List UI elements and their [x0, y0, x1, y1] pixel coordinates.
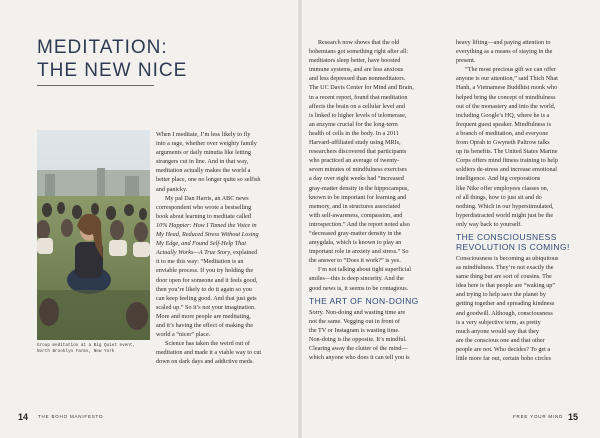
text-line: with self-awareness, compassion, and	[309, 211, 403, 219]
text-column-2	[309, 38, 427, 362]
paragraph	[456, 38, 574, 65]
text-line: are the conscious one and that other	[456, 336, 545, 344]
text-line: hyperdistracted world might just be the	[456, 211, 554, 219]
text-line: like Nike offer employees classes on,	[456, 184, 549, 192]
text-line: anyone is our attention,” said Thich Nhat	[456, 75, 558, 83]
text-line: who practiced an average of twenty-	[309, 157, 400, 165]
text-line: “The most precious gift we can offer	[465, 66, 556, 74]
text-line: which anyone who does it can tell you is	[309, 354, 410, 362]
text-line: Sorry. Non-doing and wasting time are	[309, 308, 406, 316]
book-gutter	[298, 0, 302, 438]
text-line: an enzyme crucial for the long-term	[309, 120, 398, 128]
text-line: same thing but are sort of cousins. The	[456, 273, 552, 281]
paragraph	[309, 265, 427, 292]
text-line: the answer to “Does it work?” is yes.	[309, 257, 401, 265]
text-line: Clearing away the clutter of the mind—	[309, 345, 408, 352]
text-line: The UC Davis Center for Mind and Brain,	[309, 84, 414, 92]
text-line: health of cells in the body. In a 2011	[309, 129, 399, 137]
text-line: is a very subjective term, as pretty	[456, 318, 541, 326]
paragraph: When I meditate, I’m less likely to fly into a rage, whether over weighty family arguments or daily minutia like letting strangers cut in line. And in that way, meditation actually makes the world a better place, one no longer quite so selfish and panicky.	[156, 131, 261, 193]
text-line: heavy lifting—and paying attention to	[456, 39, 551, 46]
text-line: getting together and spreading kindness	[456, 300, 555, 308]
text-line: a day over eight weeks had “increased	[309, 175, 404, 183]
text-line: Research now shows that the old	[318, 39, 400, 46]
text-line: little more far out, certain boho circles	[456, 355, 552, 362]
text-line: people are not. Who decides? To get a	[456, 345, 551, 353]
text-line: smiles—this is deep sincerity. And the	[309, 275, 404, 283]
page-number-right: 15	[568, 412, 579, 422]
text-line: nothing. Which in our hyperstimulated,	[456, 202, 554, 210]
paragraph: Science has taken the weird out of meditation and made it a viable way to cut down on dark days and addictive meds.	[156, 340, 262, 366]
chapter-title: MEDITATION: THE NEW NICE	[37, 37, 188, 81]
text-line: frequent guest speaker. Mindfulness is	[456, 120, 552, 128]
text-line: Non-doing is the opposite. It’s mindful.	[309, 335, 407, 343]
text-line: helped bring the concept of mindfulness	[456, 93, 556, 101]
text-line: of all things, how to just sit and do	[456, 193, 542, 201]
photo-caption: Group meditation at a Big Quiet event, North Brooklyn Farms, New York	[37, 343, 135, 354]
text-line: Harvard-affiliated study using MRIs,	[309, 139, 401, 147]
text-line: I’m not talking about tight superficial	[318, 266, 411, 274]
text-line: idea here is that people are “waking up”	[456, 282, 556, 290]
text-line: including Google’s HQ, where he is a	[456, 111, 550, 119]
text-line: as mindfulness. They’re not exactly the	[456, 264, 554, 272]
section-heading: THE ART OF NON-DOING	[309, 295, 419, 306]
text-line: and less depressed than nonmeditators.	[309, 75, 406, 83]
text-line: present.	[456, 57, 476, 65]
text-line: Hanh, a Vietnamese Buddhist monk who	[456, 84, 558, 92]
section-heading: THE CONSCIOUSNESS REVOLUTION IS COMING!	[456, 231, 570, 252]
text-line: in a recent report, found that meditation	[309, 93, 408, 101]
text-line: Consciousness is becoming as ubiquitous	[456, 254, 559, 262]
text-line: a branch of meditation, and everyone	[456, 129, 549, 137]
text-line: meditators sleep better, have boosted	[309, 57, 401, 65]
text-line: only way back to yourself.	[456, 220, 522, 228]
running-footer-left: THE BOHO MANIFESTO	[38, 414, 104, 419]
text-line: immune systems, and are less anxious	[309, 66, 404, 74]
paragraph	[456, 65, 574, 229]
text-line: soldiers de-stress and increase emotional	[456, 166, 558, 174]
text-line: important role in anxiety and stress.” So	[309, 248, 409, 256]
text-line: is linked to higher levels of telomerase,	[309, 111, 407, 119]
text-line: from Oprah to Gwyneth Paltrow talks	[456, 139, 550, 147]
text-line: known to be important for learning and	[309, 193, 407, 201]
text-line: researchers discovered that participants	[309, 148, 407, 156]
paragraph	[309, 38, 427, 265]
text-line: bohemians got something right after all:	[309, 48, 409, 56]
text-line: the TV or Instagram is wasting time.	[309, 326, 400, 334]
text-column-1	[156, 130, 274, 366]
text-line: “decreased gray-matter density in the	[309, 229, 402, 237]
text-column-3	[456, 38, 574, 363]
text-line: affects the brain on a cellular level and	[309, 102, 405, 110]
paragraph: My pal Dan Harris, an ABC news correspondent who wrote a bestselling book about learning to meditate called 10% Happier: How I Tamed the Voice in My Head, Reduced Stress Without Losing My Edge, and Found Self-Help That Actually Works—A True Story, explained it to me this way: “Meditation is an enviable process. If you try holding the door open for someone and it feels good, then you’re likely to do it again so you can keep feeling good. And that just gets scaled up.” So it’s not your imagination. More and more people are meditating, and it’s having the effect of making the world a “nicer” place.	[156, 194, 259, 339]
text-line: introspection.” And the report noted also	[309, 220, 410, 228]
text-line: everything as a means of staying in the	[456, 48, 553, 56]
text-line: amygdala, which is known to play an	[309, 239, 402, 247]
text-line: intelligence. And big corporations	[456, 175, 541, 183]
text-line: and goodwill. Although, consciousness	[456, 309, 553, 317]
text-line: up its benefits. The United States Marine	[456, 148, 558, 156]
text-line: gray-matter density in the hippocampus,	[309, 184, 409, 192]
text-line: and trying to help save the planet by	[456, 291, 546, 299]
paragraph	[309, 308, 427, 363]
text-line: memory, and in structures associated	[309, 202, 401, 210]
meditation-photo	[37, 130, 150, 340]
title-rule	[37, 85, 154, 86]
text-line: out of the monastery and into the world,	[456, 102, 556, 110]
running-footer-right: FREE YOUR MIND	[513, 414, 564, 419]
text-line: much anyone would say that they	[456, 327, 539, 335]
paragraph	[456, 254, 574, 363]
text-line: Corps offers mind fitness training to help	[456, 157, 558, 165]
text-line: good news is, it seems to be contagious.	[309, 284, 409, 292]
text-line: seven minutes of mindfulness exercises	[309, 166, 407, 174]
page-number-left: 14	[18, 412, 29, 422]
text-line: not the same. Vegging out in front of	[309, 317, 400, 325]
